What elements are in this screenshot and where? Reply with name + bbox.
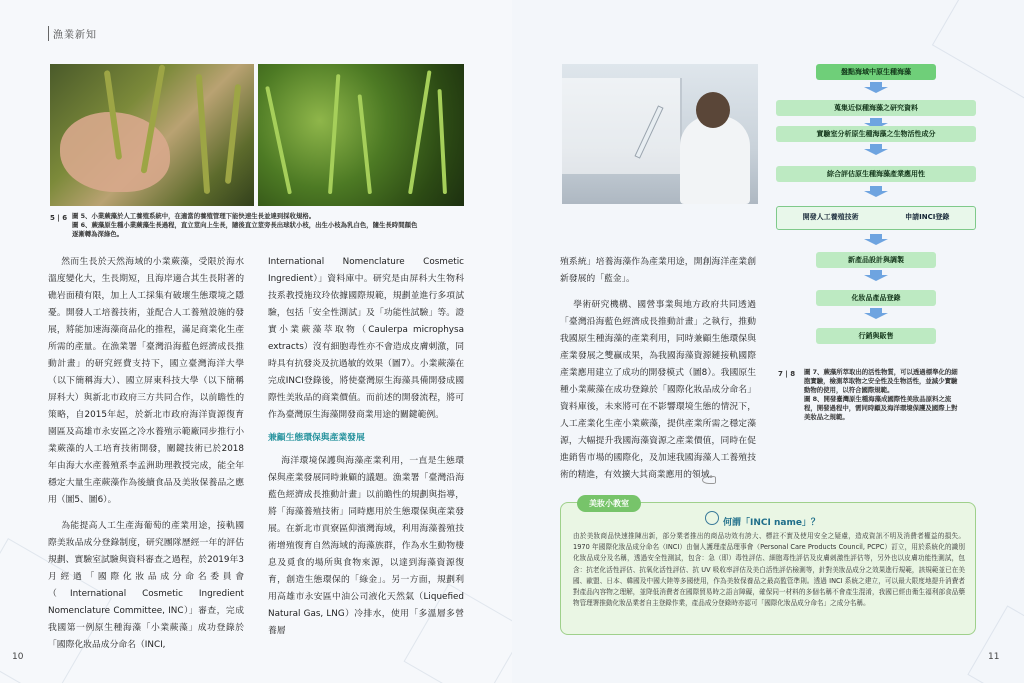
flow-step-3: 實驗室分析原生種海藻之生物活性成分	[776, 126, 976, 142]
laboratory-photo	[562, 64, 758, 204]
info-box-badge: 美妝小教室	[577, 495, 641, 512]
paragraph: 殖系統」培養海藻作為產業用途，開創海洋產業創新發展的「藍金」。	[560, 257, 756, 284]
seaweed-sprig	[408, 70, 432, 194]
caption-line: 圖 6、蕨藻原生種小業蕨藻生長過程，直立莖向上生長，隨後直立莖旁長出球狀小枝，出生小枝為乳白色，隨生長時間顏色	[72, 221, 418, 229]
flow-arrow	[862, 82, 890, 92]
page-number-left: 10	[12, 652, 24, 662]
lightbulb-icon	[705, 511, 719, 525]
body-column-2	[268, 254, 464, 640]
figure-caption-7-8	[804, 368, 976, 422]
info-box-body: 由於美妝商品快速推陳出新，部分業者推出的商品功效有誇大、標註不實及使用安全之疑慮，造成資訊不明及消費者權益的損失。1970 年國際化妝品成分命名（INCI）由個人護理產品理事會（Personal Care Products Council, PCPC）訂立，用於系統化的識別化妝品成分及名稱，透過安全性測試，包含：急（即）毒性評估、細胞毒性評估及皮膚刺激性評估等，另外也以皮膚功能性測試，包含：抗老化活性評估、抗氧化活性評估、抗 UV 吸收率評估及美白活性評估檢測等，針對美妝品成分之效果進行規範，該規範並已在美國、歐盟、日本、韓國及中國大陸等多國使用，作為美妝保養品之最高監管準則。透過 INCI 系統之建立，可以最大限度地提升消費者對產品內容物之理解，並降低消費者在國際貿易時之語言障礙，確保同一材料的多個名稱不會產生混淆，我國已經由衛生福利部食品藥物管理署推動化妝品業者自主登錄作業，產品成分登錄時亦認可「國際化妝品成分命名」之成分名稱。	[573, 532, 965, 608]
paragraph: 然而生長於天然海域的小業蕨藻，受限於海水溫度變化大，生長期短，且海岸適合其生長附著的礁岩面積有限，加上人工採集有破壞生態環境之隱憂。開發人工培養技術，並配合人工養殖設施的發展，將能加速海藻商品化的推程，滿足商業化生產所需的產量。在漁業署「臺灣沿海藍色經濟成長推動計畫」的研究經費支持下，國立臺灣海洋大學（以下簡稱海大）、國立屏東科技大學（以下簡稱屏科大）與新北市政府三方共同合作，以前瞻性的策略，自2015年起，於新北市政府海洋資源復育園區及高雄市永安區之冷水養殖示範廠同步推行小業蕨藻的人工培育技術開發，關鍵技術已於2018年由海大水產養殖系李孟洲助理教授完成，能全年穩定大量生產蕨藻作為後續食品及美妝保養品之應用（圖5、圖6）。	[48, 257, 244, 505]
seaweed-strand	[225, 84, 241, 184]
seaweed-sprig	[265, 86, 292, 194]
caption-line: 圖 8、開發臺灣原生種海藻成國際性美妝品原料之流	[804, 395, 952, 403]
caption-line: 逐漸轉為深綠色。	[72, 230, 124, 238]
flow-step-1: 盤點海域中原生種海藻	[816, 64, 936, 80]
body-column-1	[48, 254, 244, 654]
seaweed-strand	[196, 74, 210, 194]
info-box	[560, 499, 976, 635]
fish-icon	[702, 476, 716, 484]
flow-arrow	[862, 144, 890, 154]
body-column-3	[560, 254, 756, 484]
flow-step-5	[776, 206, 976, 230]
paragraph: International Nomenclature Cosmetic Ingredient）」資料庫中。研究是由屏科大生物科技系教授施玟玲依據國際規範，規劃並進行多項試驗，包括「安全性測試」及「功能性試驗」等。證實小業蕨藻萃取物（Caulerpa microphysa extracts）沒有細胞毒性亦不會造成皮膚刺激，同時具有抗發炎及抗過敏的效果（圖7）。小業蕨藻在完成INCI登錄後，將使臺灣原生海藻具備開發成國際性美妝品的商業價值。而前述的開發流程，將可作為臺灣原生海藻開發商業用途的關鍵範例。	[268, 257, 464, 420]
info-box-title: 何謂「INCI name」？	[723, 518, 820, 528]
figure-number-7-8: 7 | 8	[778, 370, 796, 378]
fume-hood	[562, 78, 682, 174]
page-number-right: 11	[988, 652, 1000, 662]
researcher-head	[696, 92, 730, 128]
flow-arrow	[862, 234, 890, 244]
seaweed-sprig	[328, 74, 340, 194]
caption-line: 胞實驗，檢測萃取物之安全性及生物活性，並減少實驗	[804, 377, 958, 385]
flow-step-4: 綜合評估原生種海藻產業應用性	[776, 166, 976, 182]
flow-step-5b: 申請INCI登錄	[905, 213, 950, 221]
caption-line: 圖 7、蕨藻所萃取出的活性物質，可以透過標準化的細	[804, 368, 958, 376]
seaweed-sprig	[358, 94, 372, 194]
figure-caption-5-6	[72, 212, 462, 239]
paragraph: 學術研究機構、國營事業與地方政府共同透過「臺灣沿海藍色經濟成長推動計畫」之執行，推動我國原生種海藻的產業利用，同時兼顧生態環保與產業發展之雙贏成果，為我國海藻資源鏈接軌國際產業應用建立了成功的開發模式（圖8）。我國原生種小業蕨藻在成功登錄於「國際化妝品成分命名」資料庫後，未來將可在不影響環境生態的情況下，人工產業化生產小業蕨藻，提供產業所需之穩定藻源，大幅提升我國海藻資源之產業價值，同時在促進銷售市場的國際化，及加速我國海藻人工養殖技術的精進，有效擴大其商業應用的領域。	[560, 300, 756, 480]
lab-coat	[680, 116, 750, 204]
development-flowchart	[776, 60, 976, 350]
figure-number-5-6: 5 | 6	[50, 214, 68, 222]
paragraph: 為能提高人工生產海葡萄的產業用途，接軌國際美妝品成分登錄制度，研究團隊歷經一年的評估規劃、實驗室試驗與資料審查之過程，於2019年3月經過「國際化妝品成分命名委員會（International Cosmetic Ingredient Nomenclature Committee, INC）」審查，完成我國第一例原生種海藻「小業蕨藻」成功登錄於「國際化妝品成分命名（INCI,	[48, 521, 244, 650]
caption-line: 美妝品之規範。	[804, 413, 849, 421]
section-tag: 漁業新知	[48, 26, 97, 41]
section-heading: 兼顧生態環保與產業發展	[268, 433, 365, 443]
flow-arrow	[862, 186, 890, 196]
flow-arrow	[862, 270, 890, 280]
flow-arrow	[862, 308, 890, 318]
flow-step-7: 化妝品產品登錄	[816, 290, 936, 306]
flow-step-6: 新產品設計與調製	[816, 252, 936, 268]
seaweed-sprig	[438, 89, 447, 194]
caption-line: 圖 5、小業蕨藻於人工養殖系統中，在適當的養殖管理下能快速生長並達到採收規格。	[72, 212, 316, 220]
flow-step-8: 行銷與販售	[816, 328, 936, 344]
caption-line: 程，開發過程中，需同時顧及海洋環境保護及國際上對	[804, 404, 958, 412]
caption-line: 動物的使用，以符合國際規範。	[804, 386, 894, 394]
seaweed-closeup-photo	[258, 64, 464, 206]
paragraph: 海洋環境保護與海藻產業利用，一直是生態環保與產業發展同時兼顧的議題。漁業署「臺灣沿海藍色經濟成長推動計畫」以前瞻性的規劃與指導，將「海藻養殖技術」同時應用於生態環保與產業發展。在新北市貢寮區仰濱灣海域，利用海藻養殖技術增殖復育自然海域的海藻族群，作為水生動物棲息及覓食的場所與食物來源，以達到海藻資源復育，創造生態環保的「綠金」。另一方面，規劃利用高雄市永安區中油公司液化天然氣（Liquefied Natural Gas, LNG）冷排水，使用「多溫層多營養層	[268, 456, 464, 636]
flow-step-5a: 開發人工養殖技術	[802, 213, 859, 221]
flow-step-2: 蒐集近似種海藻之研究資料	[776, 100, 976, 116]
seaweed-hand-photo	[50, 64, 254, 206]
